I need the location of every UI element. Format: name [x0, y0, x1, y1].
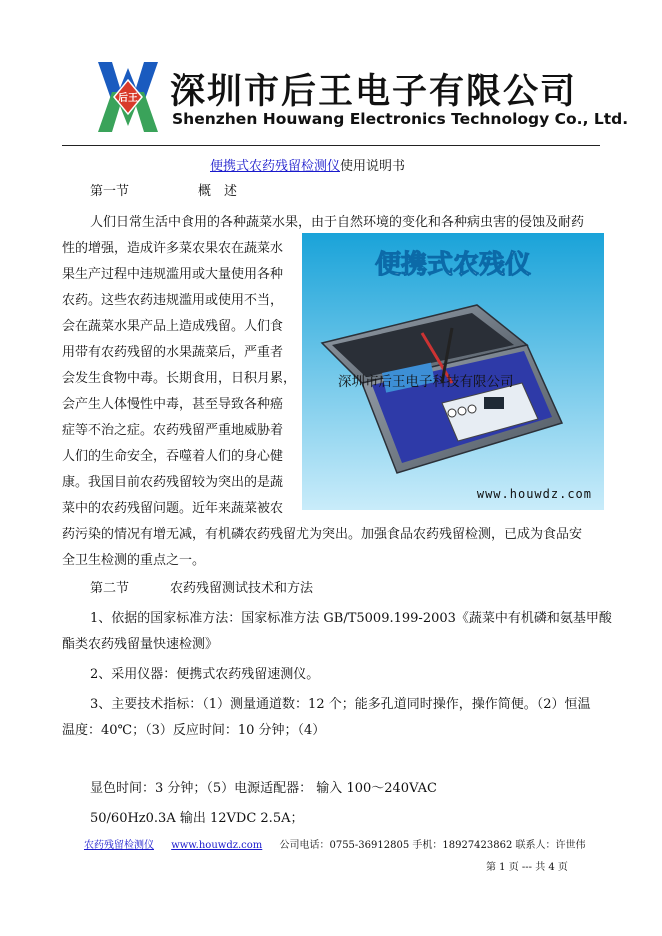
paragraph-line: 人们的生命安全，吞噬着人们的身心健: [62, 449, 284, 464]
section2-heading: 第二节: [90, 581, 130, 596]
paragraph-line: 农药。这些农药违规滥用或使用不当，: [62, 293, 284, 308]
footer-contact: 公司电话：0755-36912805 手机：18927423862 联系人：许世伟: [279, 840, 586, 851]
section1-heading: 第一节: [90, 184, 130, 199]
item3-line: 3、主要技术指标：（1）测量通道数：12 个；能多孔道同时操作，操作简便。（2）恒温: [90, 697, 591, 712]
paragraph-line: 人们日常生活中食用的各种蔬菜水果，由于自然环境的变化和各种病虫害的侵蚀及耐药: [90, 215, 585, 230]
item3-line: 显色时间：3 分钟；（5）电源适配器： 输入 100～240VAC: [90, 781, 437, 796]
paragraph-line: 康。我国目前农药残留较为突出的是蔬: [62, 475, 284, 490]
header-divider: [62, 145, 600, 146]
paragraph-line: 会发生食物中毒。长期食用，日积月累，: [62, 371, 297, 386]
company-name-cn: 深圳市后王电子有限公司: [170, 72, 578, 112]
item3-line: 温度：40℃；（3）反应时间：10 分钟；（4）: [62, 723, 326, 738]
photo-url: www.houwdz.com: [476, 487, 592, 501]
company-name-en: Shenzhen Houwang Electronics Technology Co., Ltd.: [172, 110, 629, 128]
paragraph-line: 用带有农药残留的水果蔬菜后，严重者: [62, 345, 284, 360]
logo-text: 后王: [118, 93, 138, 104]
product-photo: [302, 233, 604, 510]
paragraph-line: 菜中的农药残留问题。近年来蔬菜被农: [62, 501, 284, 516]
item1-line: 1、依据的国家标准方法：国家标准方法 GB/T5009.199-2003《蔬菜中有机磷和氨基甲酸: [90, 611, 612, 626]
section2-title: 农药残留测试技术和方法: [170, 581, 314, 596]
page-footer: [84, 836, 600, 851]
page-number: 第 1 页 --- 共 4 页: [486, 862, 568, 873]
paragraph-line: 果生产过程中违规滥用或大量使用各种: [62, 267, 284, 282]
paragraph-line: 全卫生检测的重点之一。: [62, 553, 206, 568]
paragraph-line: 会产生人体慢性中毒，甚至导致各种癌: [62, 397, 284, 412]
item2-line: 2、采用仪器：便携式农药残留速测仪。: [90, 667, 320, 682]
section1-title: 概 述: [198, 184, 238, 199]
item3-line: 50/60Hz0.3A 输出 12VDC 2.5A；: [90, 811, 304, 826]
paragraph-line: 药污染的情况有增无减，有机磷农药残留尤为突出。加强食品农药残留检测，已成为食品安: [62, 527, 583, 542]
document-title: [210, 155, 405, 174]
footer-site-link[interactable]: www.houwdz.com: [171, 840, 263, 851]
photo-banner: 便携式农残仪: [374, 250, 532, 280]
paragraph-line: 会在蔬菜水果产品上造成残留。人们食: [62, 319, 284, 334]
photo-watermark: 深圳市后王电子科技有限公司: [338, 374, 514, 390]
company-logo: [96, 58, 160, 136]
item1-line: 酯类农药残留量快速检测》: [62, 637, 219, 652]
paragraph-line: 症等不治之症。农药残留严重地威胁着: [62, 423, 284, 438]
title-link[interactable]: 便携式农药残留检测仪: [210, 159, 341, 174]
footer-product-link[interactable]: 农药残留检测仪: [84, 840, 154, 851]
paragraph-line: 性的增强，造成许多菜农果农在蔬菜水: [62, 241, 284, 256]
title-suffix: 使用说明书: [340, 159, 406, 174]
